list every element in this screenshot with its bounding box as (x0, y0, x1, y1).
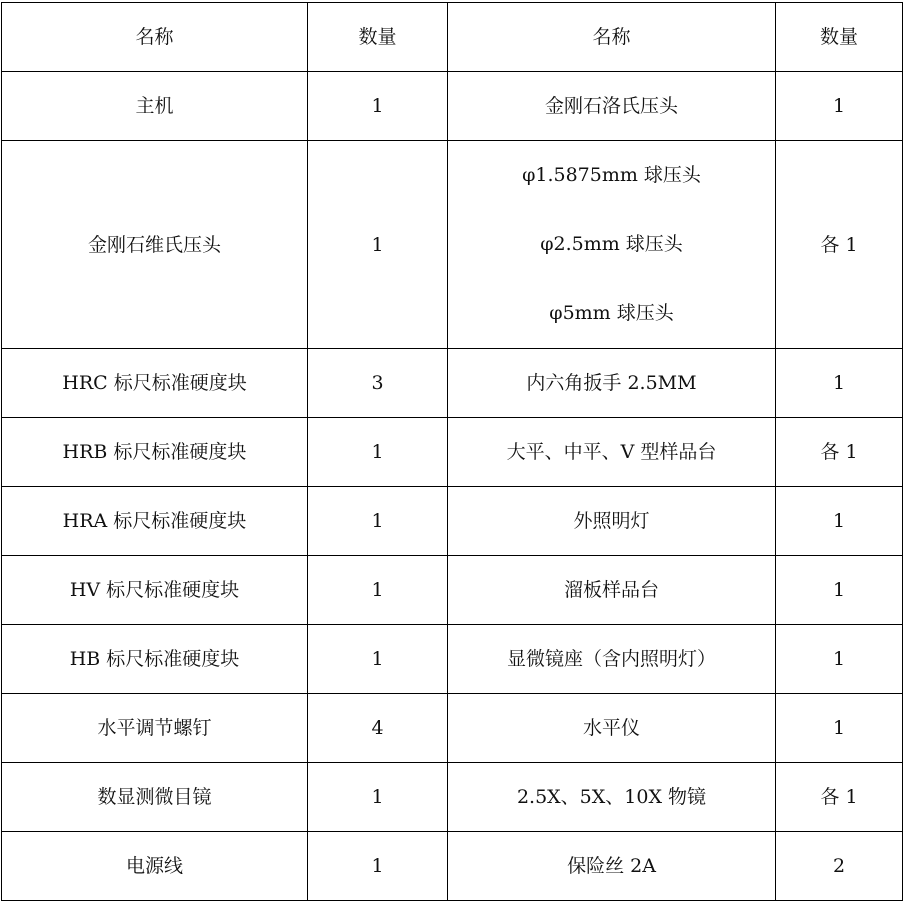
item-name: HRC 标尺标准硬度块 (2, 349, 308, 418)
table-row (2, 487, 903, 556)
item-quantity: 1 (308, 487, 448, 556)
item-name: HV 标尺标准硬度块 (2, 556, 308, 625)
item-name: φ1.5875mm 球压头 (522, 164, 701, 186)
item-quantity: 1 (776, 72, 903, 141)
item-quantity: 1 (308, 625, 448, 694)
item-name: φ5mm 球压头 (549, 302, 674, 324)
item-name: 金刚石维氏压头 (2, 141, 308, 349)
item-name: 数显测微目镜 (2, 763, 308, 832)
item-name: HRB 标尺标准硬度块 (2, 418, 308, 487)
item-name-group (448, 141, 776, 349)
item-name: 溜板样品台 (448, 556, 776, 625)
item-quantity: 各 1 (776, 141, 903, 349)
item-name: 显微镜座（含内照明灯） (448, 625, 776, 694)
table-row (2, 625, 903, 694)
item-quantity: 各 1 (776, 418, 903, 487)
table-row (2, 832, 903, 901)
item-quantity: 1 (308, 763, 448, 832)
item-name: 金刚石洛氏压头 (448, 72, 776, 141)
header-name-2: 名称 (448, 3, 776, 72)
item-quantity: 各 1 (776, 763, 903, 832)
table-row (2, 763, 903, 832)
item-quantity: 1 (776, 694, 903, 763)
item-quantity: 1 (776, 487, 903, 556)
item-name: 大平、中平、V 型样品台 (448, 418, 776, 487)
item-quantity: 1 (308, 72, 448, 141)
item-name: 主机 (2, 72, 308, 141)
item-name: HB 标尺标准硬度块 (2, 625, 308, 694)
header-quantity-2: 数量 (776, 3, 903, 72)
header-name-1: 名称 (2, 3, 308, 72)
item-quantity: 1 (776, 625, 903, 694)
item-quantity: 1 (776, 556, 903, 625)
item-quantity: 1 (308, 832, 448, 901)
header-quantity-1: 数量 (308, 3, 448, 72)
table-row (2, 694, 903, 763)
item-quantity: 4 (308, 694, 448, 763)
item-quantity: 2 (776, 832, 903, 901)
item-name: 水平仪 (448, 694, 776, 763)
item-name: φ2.5mm 球压头 (540, 233, 683, 255)
table-row (2, 141, 903, 349)
table-row (2, 556, 903, 625)
table-row (2, 72, 903, 141)
item-name: HRA 标尺标准硬度块 (2, 487, 308, 556)
item-name: 水平调节螺钉 (2, 694, 308, 763)
item-quantity: 1 (308, 556, 448, 625)
table-row (2, 418, 903, 487)
item-quantity: 3 (308, 349, 448, 418)
header-row (2, 3, 903, 72)
item-name: 电源线 (2, 832, 308, 901)
item-name: 外照明灯 (448, 487, 776, 556)
accessory-list-table (1, 2, 903, 901)
item-name: 内六角扳手 2.5MM (448, 349, 776, 418)
item-quantity: 1 (308, 418, 448, 487)
item-quantity: 1 (308, 141, 448, 349)
table-row (2, 349, 903, 418)
item-name: 保险丝 2A (448, 832, 776, 901)
item-quantity: 1 (776, 349, 903, 418)
item-name: 2.5X、5X、10X 物镜 (448, 763, 776, 832)
